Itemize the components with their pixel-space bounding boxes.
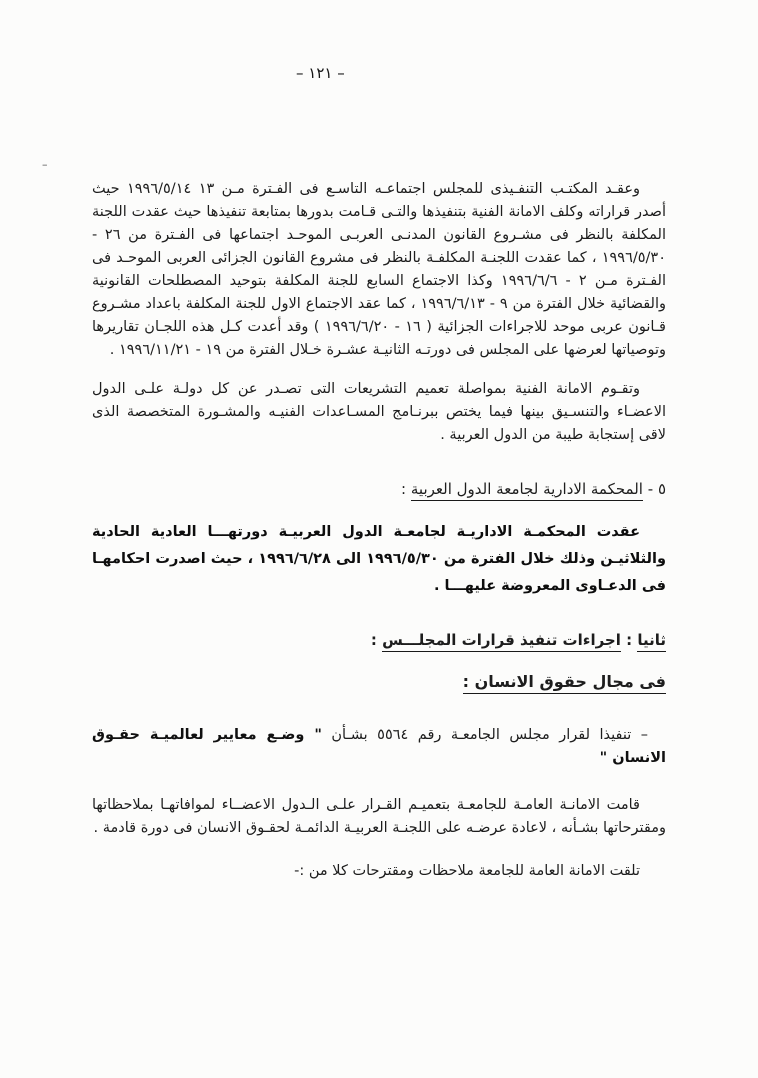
- heading-secondly-title: اجراءات تنفيذ قرارات المجلـــس: [382, 631, 621, 652]
- heading-court-colon: :: [401, 480, 407, 498]
- heading-secondly-label: ثانيا: [637, 631, 666, 652]
- heading-secondly-implementation: [92, 628, 666, 652]
- heading-court-number: ٥ -: [647, 480, 666, 498]
- paragraph-circulation-to-members: قامت الامانـة العامـة للجامعـة بتعميـم القـرار علـى الـدول الاعضــاء لموافاتهـا بملاحظاتها ومقترحاتها بشـأنه ، لاعادة عرضـه على اللجنـة العربيـة الدائمـة لحقـوق الانسان فى دورة قادمة .: [92, 797, 666, 836]
- heading-court-title: المحكمة الادارية لجامعة الدول العربية: [411, 480, 643, 501]
- paragraph-technical-secretariat: وتقـوم الامانة الفنية بمواصلة تعميم التشريعات التى تصـدر عن كل دولـة علـى الدول الاعضـاء والتنسـيق بينها فيما يختص ببرنـامج المسـاعدات الفنيـه والمشـورة المتخصصة الذى لاقى إستجابة طيبة من الدول العربية .: [92, 381, 666, 443]
- paragraph-executive-office-sessions: وعقـد المكتـب التنفـيذى للمجلس اجتماعـه التاسـع فى الفـترة مـن ١٣ ١٩٩٦/٥/١٤ حيث أصدر قراراته وكلف الامانة الفنية بتنفيذها والتـى قـامت بدورها بمتابعة تنفيذها حيث عقدت اللجنة المكلفة بالنظر فى مشـروع القانون المدنـى العربـى الموحـد اجتماعها فى الفـترة من ٢٦ - ١٩٩٦/٥/٣٠ ، كما عقدت اللجنـة المكلفـة بالنظر فى مشروع القانون الجزائى العربى الموحـد فى الفـترة مـن ٢ - ١٩٩٦/٦/٦ وكذا الاجتماع السابع للجنة المكلفة بتوحيد المصطلحات القانونية والقضائية خلال الفترة من ٩ - ١٩٩٦/٦/١٣ ، كما عقد الاجتماع الاول للجنة المكلفة باعداد مشـروع قـانون عربى موحد للاجراءات الجزائية ( ١٦ - ١٩٩٦/٦/٢٠ ) وقد أعدت كـل هذه اللجـان تقاريرها وتوصياتها لعرضها على المجلس فى دورتـه الثانيـة عشـرة خـلال الفترة من ١٩ - ١٩٩٦/١١/٢١ .: [92, 181, 667, 358]
- heading-administrative-court: [92, 477, 666, 501]
- margin-stray-mark: –: [42, 158, 48, 171]
- paragraph-resolution-5564: [92, 724, 666, 770]
- document-body: [92, 178, 666, 883]
- paragraph-remarks-received: تلقت الامانة العامة للجامعة ملاحظات ومقترحات كلا من :-: [294, 863, 640, 879]
- heading-human-rights-field: [92, 670, 666, 694]
- heading-human-rights-text: فى مجال حقوق الانسان :: [463, 672, 666, 694]
- bullet-dash: –: [640, 727, 648, 743]
- resolution-text: تنفيذا لقرار مجلس الجامعـة رقم ٥٥٦٤ بشـأن: [331, 727, 632, 743]
- heading-secondly-colon: :: [370, 631, 377, 649]
- paragraph-court-session: عقدت المحكمـة الاداريـة لجامعـة الدول العربيـة دورتهـــا العادية الحادية والثلاثيـن وذلك خلال الفترة من ١٩٩٦/٥/٣٠ الى ١٩٩٦/٦/٢٨ ، حيث اصدرت احكامهـا فى الدعـاوى المعروضة عليهـــا .: [92, 524, 666, 594]
- heading-secondly-separator: :: [626, 631, 633, 649]
- page-number: – ١٢١ –: [296, 64, 345, 82]
- resolution-quoted-title: " وضـع معايير لعالميـة حقـوق الانسان ": [92, 727, 666, 766]
